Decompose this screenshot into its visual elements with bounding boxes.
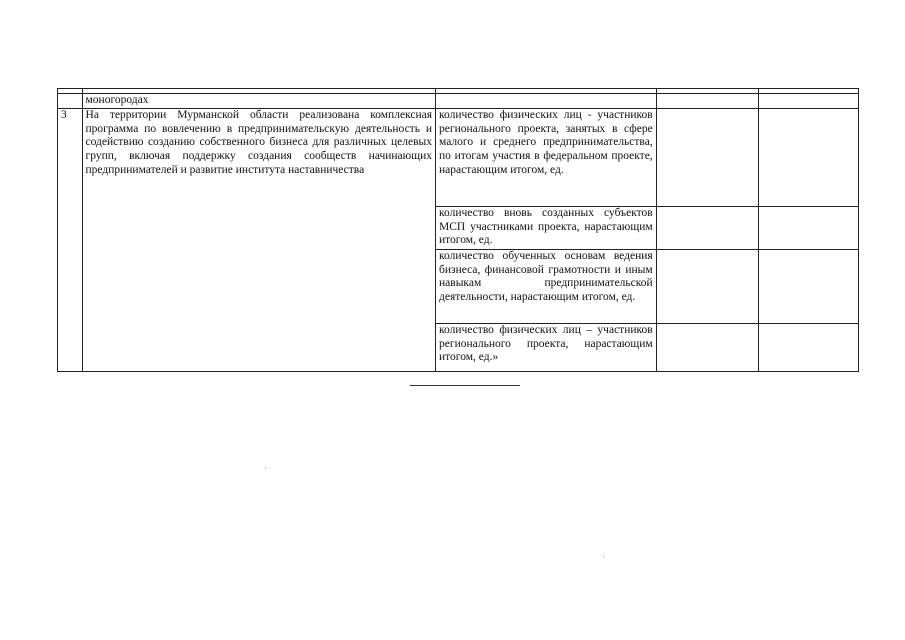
value-cell (656, 249, 758, 323)
indicator-cell: количество физических лиц – участников регионального проекта, нарастающим итогом, ед.» (436, 323, 657, 371)
scan-speck (265, 468, 266, 469)
value-cell (758, 108, 858, 206)
measure-description: На территории Мурманской области реализована комплексная программа по вовлечению в предпринимательскую деятельность и содействию созданию собственного бизнеса для различных целевых групп, включая поддержку создания сообществ начинающих предпринимателей и развитие института наставничества (82, 108, 436, 371)
value-cell (656, 323, 758, 371)
value-cell (656, 108, 758, 206)
value-cell (758, 249, 858, 323)
value-cell (758, 323, 858, 371)
cell-empty (436, 94, 657, 109)
cell-empty (58, 94, 83, 109)
scan-speck (603, 556, 604, 557)
cell-empty (656, 94, 758, 109)
value-cell (758, 206, 858, 249)
indicator-cell: количество обученных основам ведения бизнеса, финансовой грамотности и иным навыкам предпринимательской деятельности, нарастающим итогом, ед. (436, 249, 657, 323)
value-cell (656, 206, 758, 249)
table-row (58, 108, 859, 206)
continuation-text: моногородах (82, 94, 436, 109)
closing-rule (410, 385, 520, 386)
row-number: 3 (58, 108, 83, 371)
cell-empty (758, 94, 858, 109)
document-table (57, 88, 859, 372)
indicator-cell: количество физических лиц - участников регионального проекта, занятых в сфере малого и среднего предпринимательства, по итогам участия в федеральном проекте, нарастающим итогом, ед. (436, 108, 657, 206)
table-row-continuation (58, 94, 859, 109)
indicator-cell: количество вновь созданных субъектов МСП участниками проекта, нарастающим итогом, ед. (436, 206, 657, 249)
